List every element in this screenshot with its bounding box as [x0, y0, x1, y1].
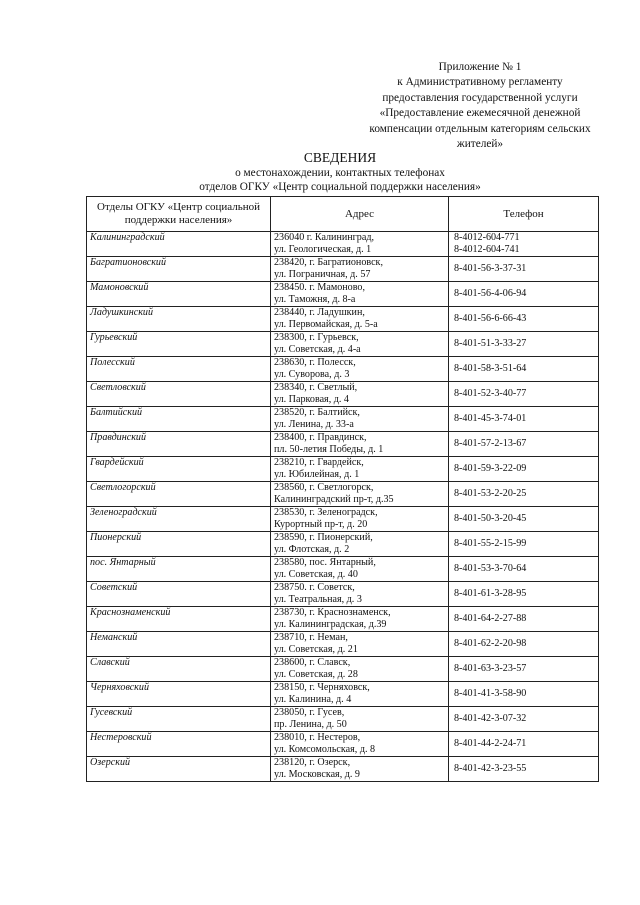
- department-label: Советский: [90, 582, 138, 593]
- address-line-1: 238440, г. Ладушкин,: [274, 307, 365, 318]
- department-label: Мамоновский: [90, 282, 149, 293]
- address-line-2: ул. Парковая, д. 4: [274, 394, 349, 405]
- address-line-1: 238750. г. Советск,: [274, 582, 355, 593]
- table-header-row: [87, 197, 599, 232]
- department-name: [87, 432, 271, 457]
- phone-cell: [449, 532, 599, 557]
- address-line-1: 238150, г. Черняховск,: [274, 682, 370, 693]
- department-label: Славский: [90, 657, 130, 668]
- department-label: Светлогорский: [90, 482, 156, 493]
- department-label: Неманский: [90, 632, 138, 643]
- table-row: [87, 357, 599, 382]
- address-line-2: ул. Таможня, д. 8-а: [274, 294, 356, 305]
- phone-number: 8-401-55-2-15-99: [454, 538, 527, 549]
- address-line-2: пр. Ленина, д. 50: [274, 719, 347, 730]
- table-row: [87, 657, 599, 682]
- department-label: Черняховский: [90, 682, 149, 693]
- phone-cell: [449, 357, 599, 382]
- phone-number: 8-401-63-3-23-57: [454, 663, 527, 674]
- department-name: [87, 357, 271, 382]
- address-line-1: 238120, г. Озерск,: [274, 757, 351, 768]
- department-name: [87, 307, 271, 332]
- department-name: [87, 682, 271, 707]
- address-line-1: 238010, г. Нестеров,: [274, 732, 361, 743]
- department-label: Гвардейский: [90, 457, 144, 468]
- address-cell: [271, 657, 449, 682]
- address-cell: [271, 707, 449, 732]
- address-line-1: 238450. г. Мамоново,: [274, 282, 365, 293]
- address-cell: [271, 757, 449, 782]
- address-line-2: ул. Первомайская, д. 5-а: [274, 319, 378, 330]
- address-line-1: 238730, г. Краснознаменск,: [274, 607, 391, 618]
- department-name: [87, 607, 271, 632]
- table-row: [87, 382, 599, 407]
- table-row: [87, 557, 599, 582]
- address-cell: [271, 607, 449, 632]
- address-line-2: ул. Геологическая, д. 1: [274, 244, 372, 255]
- header-departments: Отделы ОГКУ «Центр социальной поддержки населения»: [87, 197, 271, 232]
- phone-number-2: 8-4012-604-741: [454, 244, 520, 255]
- department-name: [87, 457, 271, 482]
- phone-cell: [449, 407, 599, 432]
- address-cell: [271, 732, 449, 757]
- address-line-1: 238710, г. Неман,: [274, 632, 348, 643]
- document-subtitle-2: отделов ОГКУ «Центр социальной поддержки населения»: [199, 181, 481, 193]
- address-line-1: 238590, г. Пионерский,: [274, 532, 373, 543]
- address-cell: [271, 682, 449, 707]
- address-line-1: 238530, г. Зеленоградск,: [274, 507, 378, 518]
- phone-number: 8-401-61-3-28-95: [454, 588, 527, 599]
- phone-number: 8-401-58-3-51-64: [454, 363, 527, 374]
- annex-line: компенсации отдельным категориям сельских: [369, 122, 591, 135]
- phone-cell: [449, 282, 599, 307]
- phone-cell: [449, 482, 599, 507]
- phone-number: 8-4012-604-771: [454, 232, 520, 243]
- table-row: [87, 457, 599, 482]
- department-label: Пионерский: [90, 532, 142, 543]
- phone-number: 8-401-56-6-66-43: [454, 313, 527, 324]
- address-line-2: Калининградский пр-т, д.35: [274, 494, 394, 505]
- table-row: [87, 232, 599, 257]
- phone-number: 8-401-52-3-40-77: [454, 388, 527, 399]
- table-row: [87, 532, 599, 557]
- phone-cell: [449, 657, 599, 682]
- phone-number: 8-401-42-3-07-32: [454, 713, 527, 724]
- address-cell: [271, 407, 449, 432]
- phone-number: 8-401-59-3-22-09: [454, 463, 527, 474]
- phone-cell: [449, 257, 599, 282]
- address-line-1: 238560, г. Светлогорск,: [274, 482, 374, 493]
- table-row: [87, 582, 599, 607]
- address-line-2: ул. Ленина, д. 33-а: [274, 419, 354, 430]
- document-title: СВЕДЕНИЯ: [303, 150, 377, 165]
- department-name: [87, 507, 271, 532]
- address-line-1: 238400, г. Правдинск,: [274, 432, 367, 443]
- address-line-1: 238580, пос. Янтарный,: [274, 557, 376, 568]
- table-row: [87, 307, 599, 332]
- department-name: [87, 732, 271, 757]
- address-line-2: ул. Советская, д. 4-а: [274, 344, 361, 355]
- table-row: [87, 682, 599, 707]
- phone-number: 8-401-56-4-06-94: [454, 288, 527, 299]
- address-cell: [271, 332, 449, 357]
- table-row: [87, 332, 599, 357]
- table-row: [87, 482, 599, 507]
- phone-number: 8-401-56-3-37-31: [454, 263, 527, 274]
- phone-cell: [449, 432, 599, 457]
- department-name: [87, 707, 271, 732]
- phone-cell: [449, 507, 599, 532]
- table-row: [87, 607, 599, 632]
- phone-cell: [449, 557, 599, 582]
- header-address: Адрес: [271, 197, 449, 232]
- phone-number: 8-401-62-2-20-98: [454, 638, 527, 649]
- address-cell: [271, 382, 449, 407]
- department-label: Правдинский: [90, 432, 147, 443]
- address-line-2: ул. Комсомольская, д. 8: [274, 744, 376, 755]
- phone-cell: [449, 457, 599, 482]
- annex-line: предоставления государственной услуги: [382, 91, 578, 104]
- department-label: Краснознаменский: [90, 607, 171, 618]
- annex-line: к Административному регламенту: [397, 76, 563, 89]
- department-name: [87, 382, 271, 407]
- table-row: [87, 257, 599, 282]
- department-name: [87, 232, 271, 257]
- address-cell: [271, 282, 449, 307]
- department-label: Нестеровский: [90, 732, 152, 743]
- address-cell: [271, 532, 449, 557]
- department-label: Гурьевский: [90, 332, 138, 343]
- phone-number: 8-401-50-3-20-45: [454, 513, 527, 524]
- table-row: [87, 507, 599, 532]
- address-cell: [271, 507, 449, 532]
- department-label: пос. Янтарный: [90, 557, 156, 568]
- department-label: Багратионовский: [90, 257, 167, 268]
- address-cell: [271, 457, 449, 482]
- department-label: Балтийский: [90, 407, 143, 418]
- department-name: [87, 332, 271, 357]
- table-row: [87, 757, 599, 782]
- phone-cell: [449, 232, 599, 257]
- address-line-1: 236040 г. Калининград,: [274, 232, 374, 243]
- department-label: Озерский: [90, 757, 131, 768]
- table-row: [87, 282, 599, 307]
- table-row: [87, 407, 599, 432]
- phone-cell: [449, 607, 599, 632]
- address-line-1: 238600, г. Славск,: [274, 657, 351, 668]
- annex-header: [350, 60, 610, 152]
- phone-cell: [449, 307, 599, 332]
- address-line-2: ул. Флотская, д. 2: [274, 544, 350, 555]
- phone-number: 8-401-53-2-20-25: [454, 488, 527, 499]
- address-line-2: ул. Театральная, д. 3: [274, 594, 362, 605]
- phone-number: 8-401-45-3-74-01: [454, 413, 527, 424]
- department-label: Калининградский: [90, 232, 165, 243]
- annex-line: Приложение № 1: [438, 61, 522, 73]
- department-name: [87, 407, 271, 432]
- address-line-2: пл. 50-летия Победы, д. 1: [274, 444, 384, 455]
- phone-number: 8-401-42-3-23-55: [454, 763, 527, 774]
- address-line-1: 238300, г. Гурьевск,: [274, 332, 359, 343]
- address-line-2: ул. Советская, д. 40: [274, 569, 358, 580]
- department-name: [87, 557, 271, 582]
- address-cell: [271, 632, 449, 657]
- phone-cell: [449, 582, 599, 607]
- phone-cell: [449, 382, 599, 407]
- address-line-1: 238210, г. Гвардейск,: [274, 457, 364, 468]
- phone-number: 8-401-53-3-70-64: [454, 563, 527, 574]
- address-line-1: 238420, г. Багратионовск,: [274, 257, 383, 268]
- phone-cell: [449, 682, 599, 707]
- address-line-2: ул. Советская, д. 21: [274, 644, 358, 655]
- phone-cell: [449, 332, 599, 357]
- address-cell: [271, 357, 449, 382]
- phone-cell: [449, 632, 599, 657]
- departments-table: [86, 196, 599, 782]
- table-row: [87, 632, 599, 657]
- department-name: [87, 282, 271, 307]
- table-body: [87, 232, 599, 782]
- department-name: [87, 657, 271, 682]
- phone-cell: [449, 707, 599, 732]
- phone-cell: [449, 757, 599, 782]
- department-label: Ладушкинский: [90, 307, 154, 318]
- phone-number: 8-401-64-2-27-88: [454, 613, 527, 624]
- table-row: [87, 432, 599, 457]
- address-line-2: ул. Юбилейная, д. 1: [274, 469, 360, 480]
- address-cell: [271, 232, 449, 257]
- table-row: [87, 707, 599, 732]
- annex-line: жителей»: [456, 138, 504, 151]
- phone-number: 8-401-57-2-13-67: [454, 438, 527, 449]
- department-name: [87, 757, 271, 782]
- address-line-1: 238630, г. Полесск,: [274, 357, 356, 368]
- address-line-2: ул. Калининградская, д.39: [274, 619, 387, 630]
- address-cell: [271, 557, 449, 582]
- annex-line: «Предоставление ежемесячной денежной: [379, 107, 581, 120]
- address-line-2: Курортный пр-т, д. 20: [274, 519, 368, 530]
- address-cell: [271, 582, 449, 607]
- document-subtitle: о местонахождении, контактных телефонах: [235, 167, 445, 179]
- address-line-2: ул. Советская, д. 28: [274, 669, 358, 680]
- department-label: Зеленоградский: [90, 507, 157, 518]
- phone-number: 8-401-41-3-58-90: [454, 688, 527, 699]
- address-cell: [271, 482, 449, 507]
- address-line-1: 238520, г. Балтийск,: [274, 407, 360, 418]
- department-name: [87, 582, 271, 607]
- address-cell: [271, 257, 449, 282]
- address-line-2: ул. Московская, д. 9: [274, 769, 360, 780]
- address-cell: [271, 432, 449, 457]
- address-line-2: ул. Пограничная, д. 57: [274, 269, 371, 280]
- department-name: [87, 532, 271, 557]
- department-label: Полесский: [90, 357, 135, 368]
- address-line-2: ул. Калинина, д. 4: [274, 694, 352, 705]
- address-line-1: 238340, г. Светлый,: [274, 382, 358, 393]
- header-phone: Телефон: [449, 197, 599, 232]
- department-label: Гусевский: [90, 707, 133, 718]
- department-label: Светловский: [90, 382, 146, 393]
- address-line-1: 238050, г. Гусев,: [274, 707, 345, 718]
- address-cell: [271, 307, 449, 332]
- department-name: [87, 257, 271, 282]
- department-name: [87, 482, 271, 507]
- phone-number: 8-401-51-3-33-27: [454, 338, 527, 349]
- department-name: [87, 632, 271, 657]
- table-row: [87, 732, 599, 757]
- phone-number: 8-401-44-2-24-71: [454, 738, 527, 749]
- address-line-2: ул. Суворова, д. 3: [274, 369, 350, 380]
- phone-cell: [449, 732, 599, 757]
